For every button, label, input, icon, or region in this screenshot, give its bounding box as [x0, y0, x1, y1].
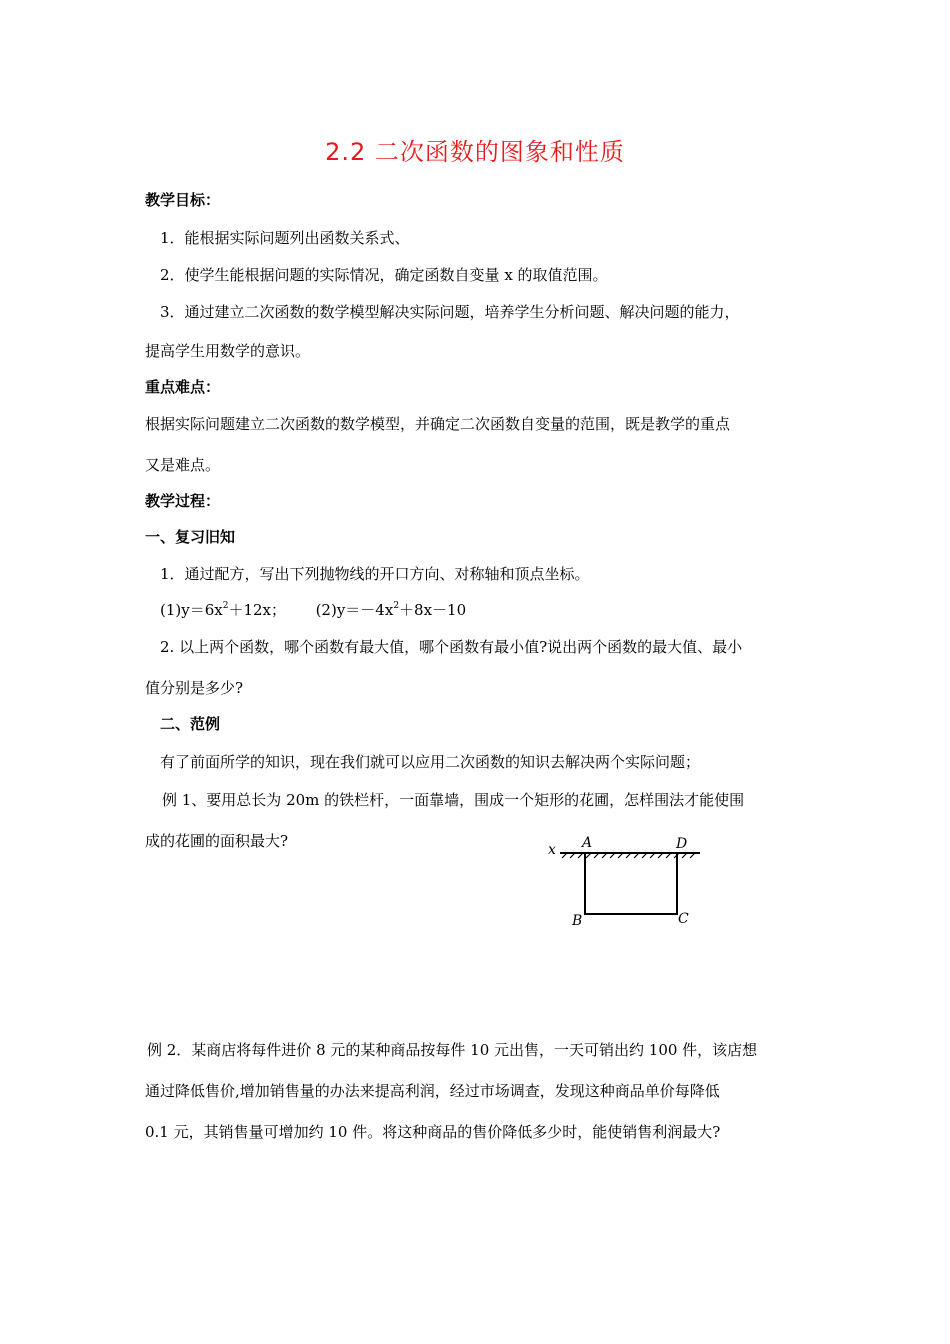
label-b: B	[572, 913, 583, 929]
example-2-continued: 通过降低售价,增加销售量的办法来提高利润，经过市场调查，发现这种商品单价每降低	[145, 1082, 720, 1100]
garden-rectangle	[585, 853, 677, 914]
example-1-continued: 成的花圃的面积最大?	[145, 832, 289, 850]
review-question-2: 2. 以上两个函数，哪个函数有最大值，哪个函数有最小值?说出两个函数的最大值、最小	[160, 638, 743, 656]
example-1: 例 1、要用总长为 20m 的铁栏杆，一面靠墙，围成一个矩形的花圃，怎样围法才能使围	[162, 791, 745, 809]
formula-1: $(1)y=6x^2+12x$；	[160, 601, 287, 619]
objective-item-continued: 提高学生用数学的意识。	[145, 342, 311, 360]
label-d: D	[676, 836, 688, 852]
formula-line	[160, 600, 825, 620]
formula-2: $(2)y=-4x^2+8x-10$	[315, 601, 467, 619]
page-title: 2.2 二次函数的图象和性质	[325, 138, 625, 166]
key-points-heading: 重点难点：	[145, 378, 221, 396]
review-question-1: 1．通过配方，写出下列抛物线的开口方向、对称轴和顶点坐标。	[160, 565, 590, 583]
label-c: C	[678, 911, 689, 927]
garden-figure	[540, 832, 710, 932]
objectives-heading: 教学目标：	[145, 191, 221, 209]
examples-intro: 有了前面所学的知识，现在我们就可以应用二次函数的知识去解决两个实际问题；	[160, 753, 701, 771]
objective-item: 3．通过建立二次函数的数学模型解决实际问题，培养学生分析问题、解决问题的能力，	[160, 303, 740, 321]
example-2: 例 2．某商店将每件进价 8 元的某种商品按每件 10 元出售，一天可销出约 100 件，该店想	[147, 1041, 758, 1059]
process-heading: 教学过程：	[145, 492, 221, 510]
objective-item: 1．能根据实际问题列出函数关系式、	[160, 229, 410, 247]
review-heading: 一、复习旧知	[145, 528, 236, 546]
examples-heading: 二、范例	[160, 715, 221, 733]
key-points-text: 根据实际问题建立二次函数的数学模型，并确定二次函数自变量的范围，既是教学的重点	[145, 415, 731, 433]
label-a: A	[582, 835, 593, 851]
objective-item: 2．使学生能根据问题的实际情况，确定函数自变量 x 的取值范围。	[160, 266, 608, 284]
label-x: x	[548, 842, 556, 858]
key-points-text: 又是难点。	[145, 456, 221, 474]
example-2-continued: 0.1 元，其销售量可增加约 10 件。将这种商品的售价降低多少时，能使销售利润最大?	[145, 1123, 721, 1141]
review-question-2-continued: 值分别是多少?	[145, 679, 244, 697]
